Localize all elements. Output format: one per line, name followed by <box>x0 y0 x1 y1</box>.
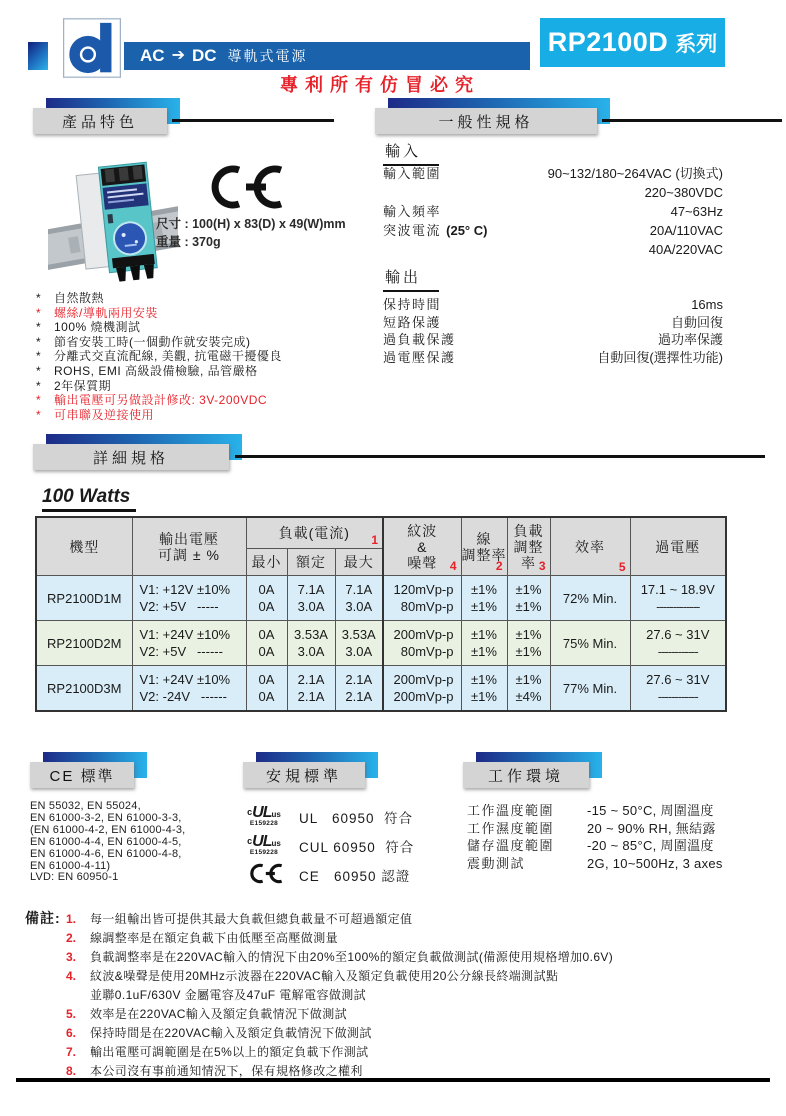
spec-row: 突波電流 (25° C) 20A/110VAC 40A/220VAC <box>383 223 723 257</box>
col-efficiency: 效率 5 <box>550 517 630 576</box>
dc-label: DC <box>191 46 217 65</box>
ce-line: EN 55032, EN 55024, <box>30 800 141 812</box>
ce-standards-list <box>30 801 185 884</box>
model-cell: RP2100D3M <box>36 666 132 712</box>
table-row: RP2100D2M V1: +24V ±10% V2: +5V ------ 0A 0A 3.53A 3.0A 3.53A 3.0A 200mVp-p 80mVp-p ±1% ±1% ±1% ±1% 75% Min. 27.6 ~ 31V ------------ <box>36 621 726 666</box>
section-detail-header <box>33 444 229 470</box>
col-max: 最大 <box>335 549 383 576</box>
table-row: RP2100D1M V1: +12V ±10% V2: +5V ----- 0A 0A 7.1A 3.0A 7.1A 3.0A 120mVp-p 80mVp-p ±1% ±1% ±1% ±1% 72% Min. 17.1 ~ 18.9V ------------- <box>36 576 726 621</box>
note-item: 8. 本公司沒有事前通知情況下，保有規格修改之權利 <box>66 1064 363 1078</box>
ce-mark-icon <box>200 164 284 215</box>
ce-line: LVD: EN 60950-1 <box>30 871 119 884</box>
feature-list <box>36 291 282 422</box>
voltage-cell: V1: +24V ±10% V2: -24V ------ <box>132 666 246 712</box>
wattage-heading: 100 Watts <box>42 486 136 512</box>
series-suffix: 系列 <box>675 32 718 56</box>
col-load-group: 負載(電流) 1 <box>246 517 383 549</box>
dimensions-text: 尺寸 : 100(H) x 83(D) x 49(W)mm <box>156 217 346 231</box>
section-ce-header <box>30 762 134 788</box>
note-item: 6. 保持時間是在220VAC輸入及額定負載情況下做測試 <box>66 1026 372 1040</box>
section-title: 安規標準 <box>243 762 365 788</box>
patent-notice: 專利所有仿冒必究 <box>280 75 480 95</box>
model-cell: RP2100D2M <box>36 621 132 666</box>
spec-row: 保持時間 16ms <box>383 297 723 312</box>
note-item: 4. 紋波&噪聲是使用20MHz示波器在220VAC輸入及額定負載使用20公分線長終端測試點 <box>66 969 559 983</box>
gradient-chip <box>28 42 48 70</box>
ul-listed-icon: cULus E159228 <box>247 804 281 828</box>
feature-item: * 可串聯及逆接使用 <box>36 407 155 422</box>
ce-line: EN 61000-4-6, EN 61000-4-8, <box>30 847 182 860</box>
note-item: 3. 負載調整率是在220VAC輸入的情況下由20%至100%的額定負載做測試(備源使用規格增加0.6V) <box>66 950 614 964</box>
col-ovp: 過電壓 <box>630 517 726 576</box>
section-safety-header <box>243 762 365 788</box>
footnote-2: 2 <box>495 559 503 573</box>
ce-line: (EN 61000-4-2, EN 61000-4-3, <box>30 823 186 836</box>
ce-mark-icon <box>243 863 285 887</box>
table-row: RP2100D3M V1: +24V ±10% V2: -24V ------ 0A 0A 2.1A 2.1A 2.1A 2.1A 200mVp-p 200mVp-p ±1% ±1% ±1% ±4% 77% Min. 27.6 ~ 31V ------------ <box>36 666 726 712</box>
col-load-reg: 負載 調整率 3 <box>507 517 550 576</box>
series-banner <box>540 18 725 67</box>
col-model: 機型 <box>36 517 132 576</box>
note-item: 1. 每一組輸出皆可提供其最大負載但總負載量不可超過額定值 <box>66 912 413 926</box>
spec-row: 短路保護 自動回復 <box>383 314 723 330</box>
spec-row: 輸入範圍 90~132/180~264VAC (切換式) 220~380VDC <box>383 166 723 200</box>
safety-approvals <box>243 802 414 889</box>
ce-line: EN 61000-4-11) <box>30 859 111 872</box>
feature-item: * 螺絲/導軌兩用安裝 <box>36 305 158 320</box>
col-line-reg: 線 調整率 2 <box>461 517 507 576</box>
env-row: 工作濕度範圍 20 ~ 90% RH, 無結露 <box>467 820 716 836</box>
spec-row: 過電壓保護 自動回復(選擇性功能) <box>383 349 723 365</box>
feature-item: * 100% 燒機測試 <box>36 320 141 335</box>
note-item: 7. 輸出電壓可調範圍是在5%以上的額定負載下作測試 <box>66 1045 369 1059</box>
section-environment-header <box>463 762 589 788</box>
output-spec-rows <box>383 296 723 366</box>
feature-item: * 分離式交直流配線, 美觀, 抗電磁干擾優良 <box>36 349 282 364</box>
divider-line <box>172 119 334 122</box>
section-title: CE 標準 <box>30 762 134 788</box>
ul-listed-icon: cULus E159228 <box>247 833 281 857</box>
divider-line <box>235 455 765 458</box>
ac-label: AC <box>140 46 165 65</box>
section-features-header <box>33 108 167 134</box>
footnote-4: 4 <box>449 559 457 573</box>
brand-logo-icon <box>62 18 122 78</box>
feature-item: * 自然散熱 <box>36 291 105 305</box>
feature-item: * 節省安裝工時(一個動作就安裝完成) <box>36 334 251 349</box>
col-min: 最小 <box>246 549 287 576</box>
note-item: 5. 效率是在220VAC輸入及額定負載情況下做測試 <box>66 1007 348 1021</box>
env-row: 震動測試 2G, 10~500Hz, 3 axes <box>467 855 723 871</box>
section-title: 詳細規格 <box>33 444 229 470</box>
col-rated: 額定 <box>287 549 335 576</box>
env-row: 工作溫度範圍 -15 ~ 50°C, 周圍溫度 <box>467 803 714 818</box>
section-title: 產品特色 <box>33 108 167 134</box>
safety-row: CE 60950 認證 <box>243 860 414 889</box>
notes-list <box>66 910 766 1081</box>
col-ripple: 紋波 & 噪聲 4 <box>383 517 461 576</box>
acdc-title-bar <box>124 42 530 70</box>
series-name: RP2100D <box>547 27 669 57</box>
env-row: 儲存溫度範圍 -20 ~ 85°C, 周圍溫度 <box>467 838 714 853</box>
voltage-cell: V1: +12V ±10% V2: +5V ----- <box>132 576 246 621</box>
footnote-5: 5 <box>618 560 626 574</box>
right-arrow-icon: ➔ <box>171 47 185 64</box>
spec-row: 輸入頻率 47~63Hz <box>383 204 723 219</box>
bar-subtitle: 導軌式電源 <box>227 48 308 64</box>
ce-line: EN 61000-3-2, EN 61000-3-3, <box>30 811 182 824</box>
safety-row: cULus E159228 CUL 60950 符合 <box>243 831 414 860</box>
ce-line: EN 61000-4-4, EN 61000-4-5, <box>30 835 182 848</box>
dimensions-weight <box>156 215 346 251</box>
feature-item: * ROHS, EMI 高級設備檢驗, 品管嚴格 <box>36 363 258 378</box>
table-header-row <box>36 517 726 549</box>
spec-table <box>35 516 727 712</box>
footnote-3: 3 <box>538 559 546 573</box>
bottom-rule <box>16 1078 770 1082</box>
footnote-1: 1 <box>371 533 378 547</box>
notes-label: 備註: <box>25 910 61 926</box>
section-general-header <box>375 108 597 134</box>
safety-row: cULus E159228 UL 60950 符合 <box>243 802 414 831</box>
note-item-continuation: 並聯0.1uF/630V 金屬電容及47uF 電解電容做測試 <box>90 988 367 1002</box>
feature-item: * 2年保質期 <box>36 378 112 393</box>
divider-line <box>602 119 782 122</box>
model-cell: RP2100D1M <box>36 576 132 621</box>
weight-text: 重量 : 370g <box>156 235 221 249</box>
spec-row: 過負載保護 過功率保護 <box>383 332 723 347</box>
voltage-cell: V1: +24V ±10% V2: +5V ------ <box>132 621 246 666</box>
note-item: 2. 線調整率是在額定負載下由低壓至高壓做測量 <box>66 931 339 945</box>
input-subheading: 輸入 <box>383 140 439 166</box>
col-voltage: 輸出電壓 可調 ± % <box>132 517 246 576</box>
section-title: 工作環境 <box>463 762 589 788</box>
environment-rows <box>467 802 723 872</box>
input-spec-rows <box>383 164 723 259</box>
feature-item: * 輸出電壓可另做設計修改: 3V-200VDC <box>36 393 268 408</box>
section-title: 一般性規格 <box>375 108 597 134</box>
output-subheading: 輸出 <box>383 266 439 292</box>
